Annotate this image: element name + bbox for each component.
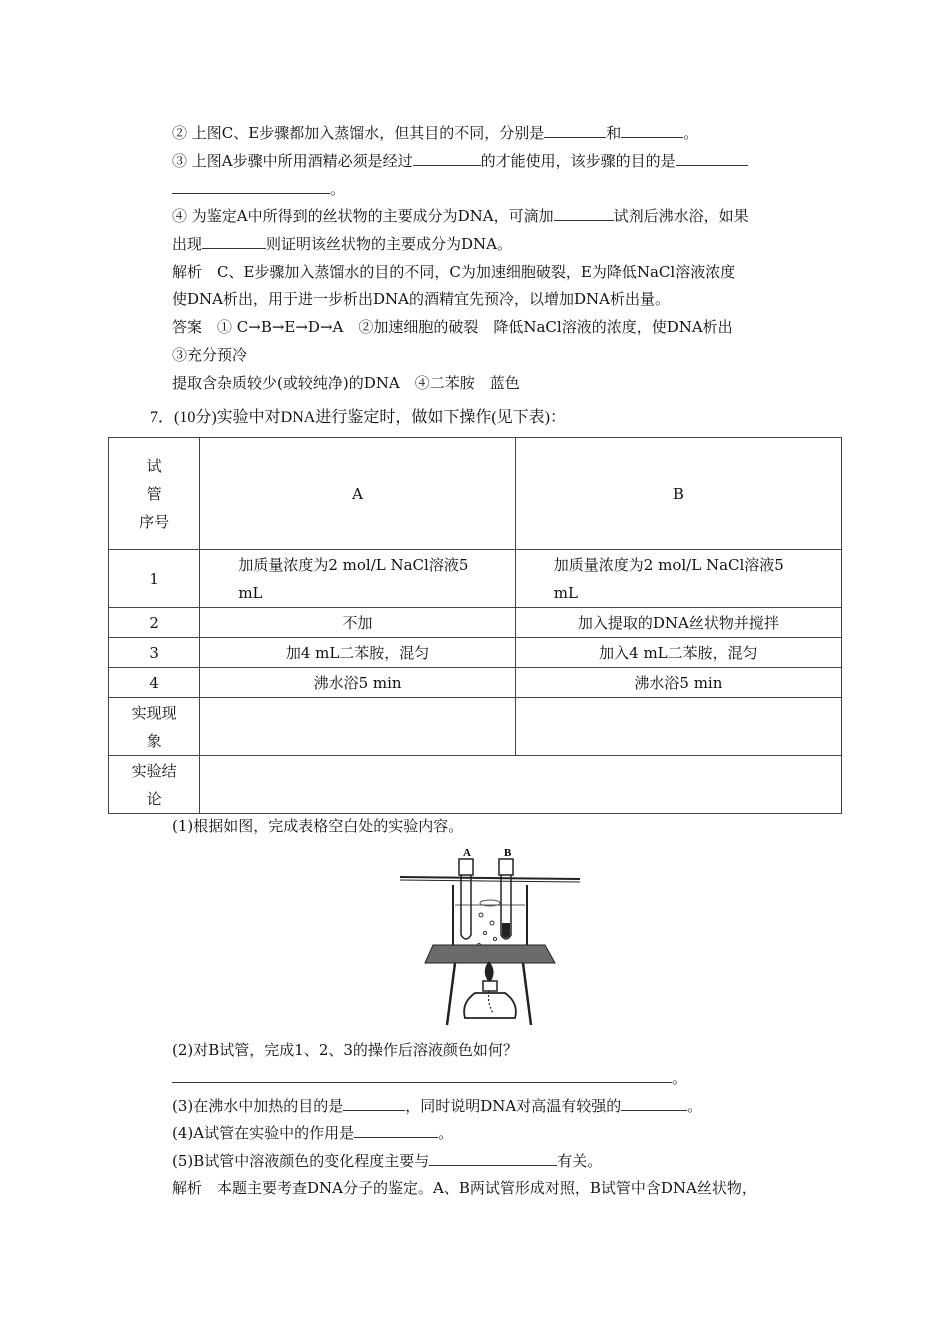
- text: 。: [438, 1124, 454, 1142]
- answer-line-2: ③充分预冷: [172, 346, 248, 364]
- table-row-phenomenon: [109, 698, 842, 756]
- cell-b: 沸水浴5 min: [515, 668, 841, 698]
- text: 。: [687, 1097, 703, 1115]
- subquestion-3: [172, 1096, 702, 1116]
- cell-a: 不加: [200, 608, 515, 638]
- question-line-4: [172, 206, 749, 226]
- table-row-header: [109, 438, 842, 550]
- text: ② 上图C、E步骤都加入蒸馏水，但其目的不同，分别是: [172, 124, 545, 142]
- row-label: 实验结 论: [109, 756, 200, 814]
- answer-blank[interactable]: [354, 1123, 438, 1138]
- answer-blank[interactable]: [343, 1096, 405, 1111]
- cell-b: 加入提取的DNA丝状物并搅拌: [515, 608, 841, 638]
- text: (5)B试管中溶液颜色的变化程度主要与: [172, 1152, 430, 1170]
- answer-blank: [202, 234, 266, 249]
- row-label: 4: [109, 668, 200, 698]
- row-label: 3: [109, 638, 200, 668]
- text: (4)A试管在实验中的作用是: [172, 1124, 355, 1142]
- experiment-table: [108, 437, 842, 814]
- text: 和: [606, 124, 622, 142]
- text: 试剂后沸水浴，如果: [613, 207, 749, 225]
- header-b: B: [515, 438, 841, 550]
- table-row: [109, 668, 842, 698]
- row-label: 2: [109, 608, 200, 638]
- answer-blank: [676, 151, 748, 166]
- subquestion-1: (1)根据如图，完成表格空白处的实验内容。: [172, 817, 464, 835]
- answer-line-3: 提取含杂质较少(或较纯净)的DNA ④二苯胺 蓝色: [172, 374, 520, 392]
- analysis-line-2: 使DNA析出，用于进一步析出DNA的酒精宜先预冷，以增加DNA析出量。: [172, 290, 670, 308]
- answer-blank: [621, 123, 683, 138]
- text: 有关。: [557, 1152, 603, 1170]
- table-row: [109, 608, 842, 638]
- cell-a: 加4 mL二苯胺，混匀: [200, 638, 515, 668]
- cell-conclusion-empty[interactable]: [200, 756, 842, 814]
- subquestion-2: (2)对B试管，完成1、2、3的操作后溶液颜色如何？: [172, 1041, 518, 1059]
- row-label: 1: [109, 550, 200, 608]
- table-row: [109, 550, 842, 608]
- subquestion-2-answer: [172, 1068, 687, 1088]
- question-line-4-cont: [172, 234, 512, 254]
- answer-blank[interactable]: [429, 1151, 557, 1166]
- subquestion-4: [172, 1123, 453, 1143]
- cell-b-empty[interactable]: [515, 698, 841, 756]
- label-b: B: [504, 847, 512, 859]
- text: 则证明该丝状物的主要成分为DNA。: [266, 235, 513, 253]
- analysis-line-1: 解析 C、E步骤加入蒸馏水的目的不同，C为加速细胞破裂，E为降低NaCl溶液浓度: [172, 263, 736, 281]
- row-label: 实现现 象: [109, 698, 200, 756]
- answer-blank: [413, 151, 481, 166]
- text: 。: [672, 1069, 688, 1087]
- table-row: [109, 638, 842, 668]
- cell-a: 沸水浴5 min: [200, 668, 515, 698]
- subquestion-5: [172, 1151, 602, 1171]
- text: ④ 为鉴定A中所得到的丝状物的主要成分为DNA，可滴加: [172, 207, 554, 225]
- water-bath-apparatus-figure: [395, 843, 590, 1028]
- question-line-3-cont: [172, 179, 345, 199]
- text: 。: [330, 180, 346, 198]
- text: 。: [683, 124, 699, 142]
- analysis-7: 解析 本题主要考查DNA分子的鉴定。A、B两试管形成对照，B试管中含DNA丝状物，: [172, 1179, 757, 1197]
- cell-a: 加质量浓度为2 mol/L NaCl溶液5 mL: [200, 550, 515, 608]
- text: 的才能使用，该步骤的目的是: [480, 152, 676, 170]
- cell-b: 加入4 mL二苯胺，混匀: [515, 638, 841, 668]
- cell-b: 加质量浓度为2 mol/L NaCl溶液5 mL: [515, 550, 841, 608]
- text: (3)在沸水中加热的目的是: [172, 1097, 344, 1115]
- text: ，同时说明DNA对高温有较强的: [405, 1097, 622, 1115]
- text: 出现: [172, 235, 203, 253]
- question-7-title: 7．(10分)实验中对DNA进行鉴定时，做如下操作(见下表)：: [150, 409, 566, 426]
- answer-blank: [554, 206, 614, 221]
- label-a: A: [463, 847, 471, 859]
- answer-blank[interactable]: [621, 1096, 687, 1111]
- cell-a-empty[interactable]: [200, 698, 515, 756]
- answer-blank[interactable]: [172, 1068, 672, 1083]
- answer-blank: [172, 179, 330, 194]
- answer-line-1: 答案 ① C→B→E→D→A ②加速细胞的破裂 降低NaCl溶液的浓度，使DNA析出: [172, 318, 733, 336]
- answer-blank: [544, 123, 606, 138]
- table-row-conclusion: [109, 756, 842, 814]
- question-line-2: [172, 123, 698, 143]
- question-line-3: [172, 151, 748, 171]
- text: ③ 上图A步骤中所用酒精必须是经过: [172, 152, 413, 170]
- apparatus-drawing: [395, 843, 590, 1028]
- header-tube-number: 试 管 序号: [109, 438, 200, 550]
- header-a: A: [200, 438, 515, 550]
